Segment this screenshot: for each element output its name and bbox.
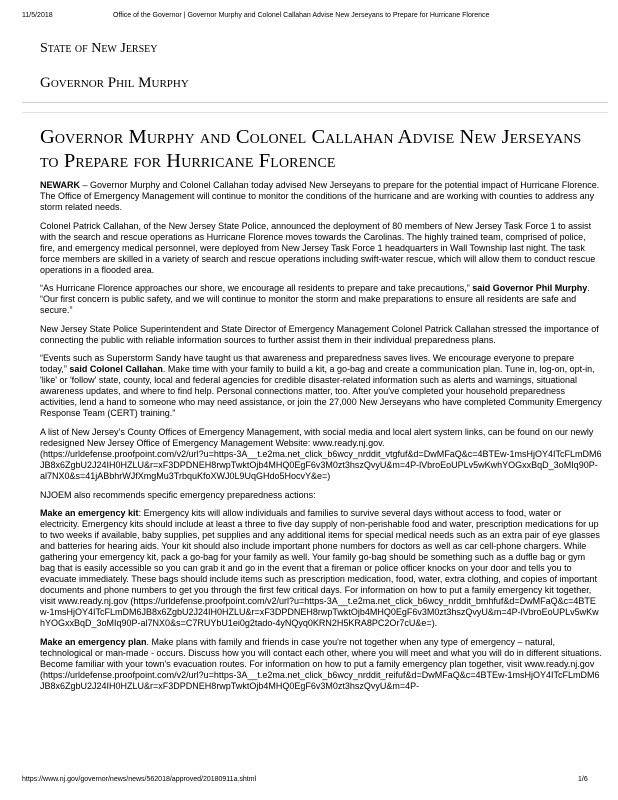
print-date: 11/5/2018 [22, 12, 53, 19]
intro-text: – Governor Murphy and Colonel Callahan today advised New Jerseyans to prepare for the potential impact of Hurricane Florence. The Office of Emergency Management will continue to monitor the conditions of the hurricane and are working with counties to address any storm related needs. [40, 180, 600, 212]
quote-text: “As Hurricane Florence approaches our shore, we encourage all residents to prepare and take precautions,” [40, 283, 473, 294]
print-page-number: 1/6 [578, 776, 588, 783]
header-divider-secondary [22, 112, 608, 113]
print-page-title: Office of the Governor | Governor Murphy and Colonel Callahan Advise New Jerseyans to Prepare for Hurricane Florence [113, 12, 490, 19]
emergency-kit-heading: Make an emergency kit [40, 508, 139, 519]
dateline: NEWARK [40, 180, 80, 190]
paragraph-intro [40, 180, 602, 213]
county-offices-text: A list of New Jersey’s County Offices of Emergency Management, with social media and local alert system links, can be found on our newly redesigned New Jersey Office of Emergency Management Website: www.ready.nj.gov. [40, 426, 594, 448]
paragraph-callahan-quote [40, 353, 602, 419]
paragraph-emergency-plan [40, 637, 602, 692]
paragraph-governor-quote [40, 283, 602, 316]
print-footer-url: https://www.nj.gov/governor/news/news/562018/approved/20180911a.shtml [22, 776, 257, 783]
paragraph-county-offices [40, 427, 602, 482]
emergency-plan-heading: Make an emergency plan [40, 636, 147, 647]
quote-text: “Events such as Superstorm Sandy have taught us that awareness and preparedness saves lives. We encourage everyone to prepare today,” [40, 353, 575, 375]
paragraph-njoem-recommends: NJOEM also recommends specific emergency preparedness actions: [40, 489, 316, 500]
paragraph-emergency-kit [40, 508, 602, 629]
paragraph-superintendent: New Jersey State Police Superintendent and State Director of Emergency Management Colonel Patrick Callahan stressed the importance of connecting the public with reliable information sources to further assist them in their individual preparedness plans. [40, 323, 599, 345]
paragraph-task-force: Colonel Patrick Callahan, of the New Jersey State Police, announced the deployment of 80 members of New Jersey Task Force 1 to assist with the search and rescue operations as Hurricane Florence moves towards the Carolinas. The highly trained team, comprised of police, fire, and emergency medical personnel, were deployed from New Jersey Task Force 1 headquarters in Wall Township last night. The task force members are skilled in a variety of search and rescue operations including swift-water rescue, which will allow them to conduct rescue operations in a flooded area. [40, 220, 596, 275]
emergency-plan-link[interactable]: (https://urldefense.proofpoint.com/v2/url?u=https-3A__t.e2ma.net_click_b6wcy_nrddit_reifuf&d=DwMFaQ&c=4BTEw-1msHjOY4ITcFLmDM6JB8x6ZgbU2J24IH0HZLU&r=xF3DPDNEH8rwpTwktOjb4MHQ0EgF6v3M0zt3hszQvyU&m=4P- [40, 669, 600, 691]
quote-text-continued: . “Our first concern is public safety, and we will continue to monitor the storm and make preparations to ensure all residents are safe and secure.” [40, 283, 590, 316]
quote-attribution: said Colonel Callahan [69, 364, 163, 375]
header-divider [22, 102, 608, 103]
quote-attribution: said Governor Phil Murphy [472, 283, 588, 294]
article-body [40, 180, 602, 692]
ready-nj-link[interactable]: (https://urldefense.proofpoint.com/v2/url?u=https-3A__t.e2ma.net_click_b6wcy_nrddit_vtgfuf&d=DwMFaQ&c=4BTEw-1msHjOY4ITcFLmDM6JB8x6ZgbU2J24IH0HZLU&r=xF3DPDNEH8rwpTwktOjb4MHQ0EgF6v3M0zt3hszQvyU&m=4P-lVbroEoUPLv5wKwhYOGxxBqD_3oMIq90P-al7NX0&s=41jABbhrWJfXmgMu3TrbquKfoXWJ0L9UqGHdo5HocvY&e=) [40, 448, 602, 481]
emergency-kit-link[interactable]: (https://urldefense.proofpoint.com/v2/url?u=https-3A__t.e2ma.net_click_b6wcy_nrddit_bmhfuf&d=DwMFaQ&c=4BTEw-1msHjOY4ITcFLmDM6JB8x6ZgbU2J24IH0HZLU&r=xF3DPDNEH8rwpTwktOjb4MHQ0EgF6v3M0zt3hszQvyU&m=4P-lVbroEoUPLv5wKwhYOGxxBqD_3oMIq90P-al7NX0&s=C7RUYbU1ei0g2tado-4yNQyq0KRN2H5KRA8PC2Or7cU&e=). [40, 596, 599, 629]
emergency-plan-text: . Make plans with family and friends in case you're not together when any type of emergency – natural, technological or man-made - occurs. Discuss how you will contact each other, where you will meet and what you will do in different situations. Become familiar with your town's evacuation routes. For information on how to put a family emergency plan together, visit www.ready.nj.gov [40, 636, 602, 669]
emergency-kit-text: : Emergency kits will allow individuals and families to survive several days without access to food, water or electricity. Emergency kits should include at least a three to five day supply of non-perishable food and water, prescription medications for up to two weeks if available, baby supplies, pet supplies and any additional items for special medical needs such as an extra pair of eye glasses and batteries for hearing aids. Your kit should also include important phone numbers for doctors as well as car cell-phone chargers. While gathering your emergency kit, pack a go-bag for your family as well. Your family go-bag should be something such as a duffle bag or gym bag that is easily accessible so you can grab it and go in the event that a fireman or police officer knocks on your door and tells you to evacuate immediately. These bags should include items such as prescription medication, food, water, extra clothing, and copies of important documents and phone numbers to get you through the first few critical days. For information on how to put a family emergency kit together, visit www.ready.nj.gov [40, 508, 600, 607]
site-governor-name[interactable]: Governor Phil Murphy [40, 75, 189, 91]
site-state-name[interactable]: State of New Jersey [40, 41, 158, 56]
article-headline: Governor Murphy and Colonel Callahan Advise New Jerseyans to Prepare for Hurricane Florence [40, 126, 582, 172]
quote-text-continued: . Make time with your family to build a kit, a go-bag and create a communication plan. Tune in, log-on, opt-in, 'like' or 'follow' state, county, local and federal agencies for credible disaster-related information such as alerts and warnings, situational awareness updates, and where to find help. Personal connections matter, too. After you've completed your household preparedness activities, lend a hand to someone who may need assistance, or join the 27,000 New Jerseyans who have completed Community Emergency Response Team (CERT) training." [40, 364, 602, 419]
